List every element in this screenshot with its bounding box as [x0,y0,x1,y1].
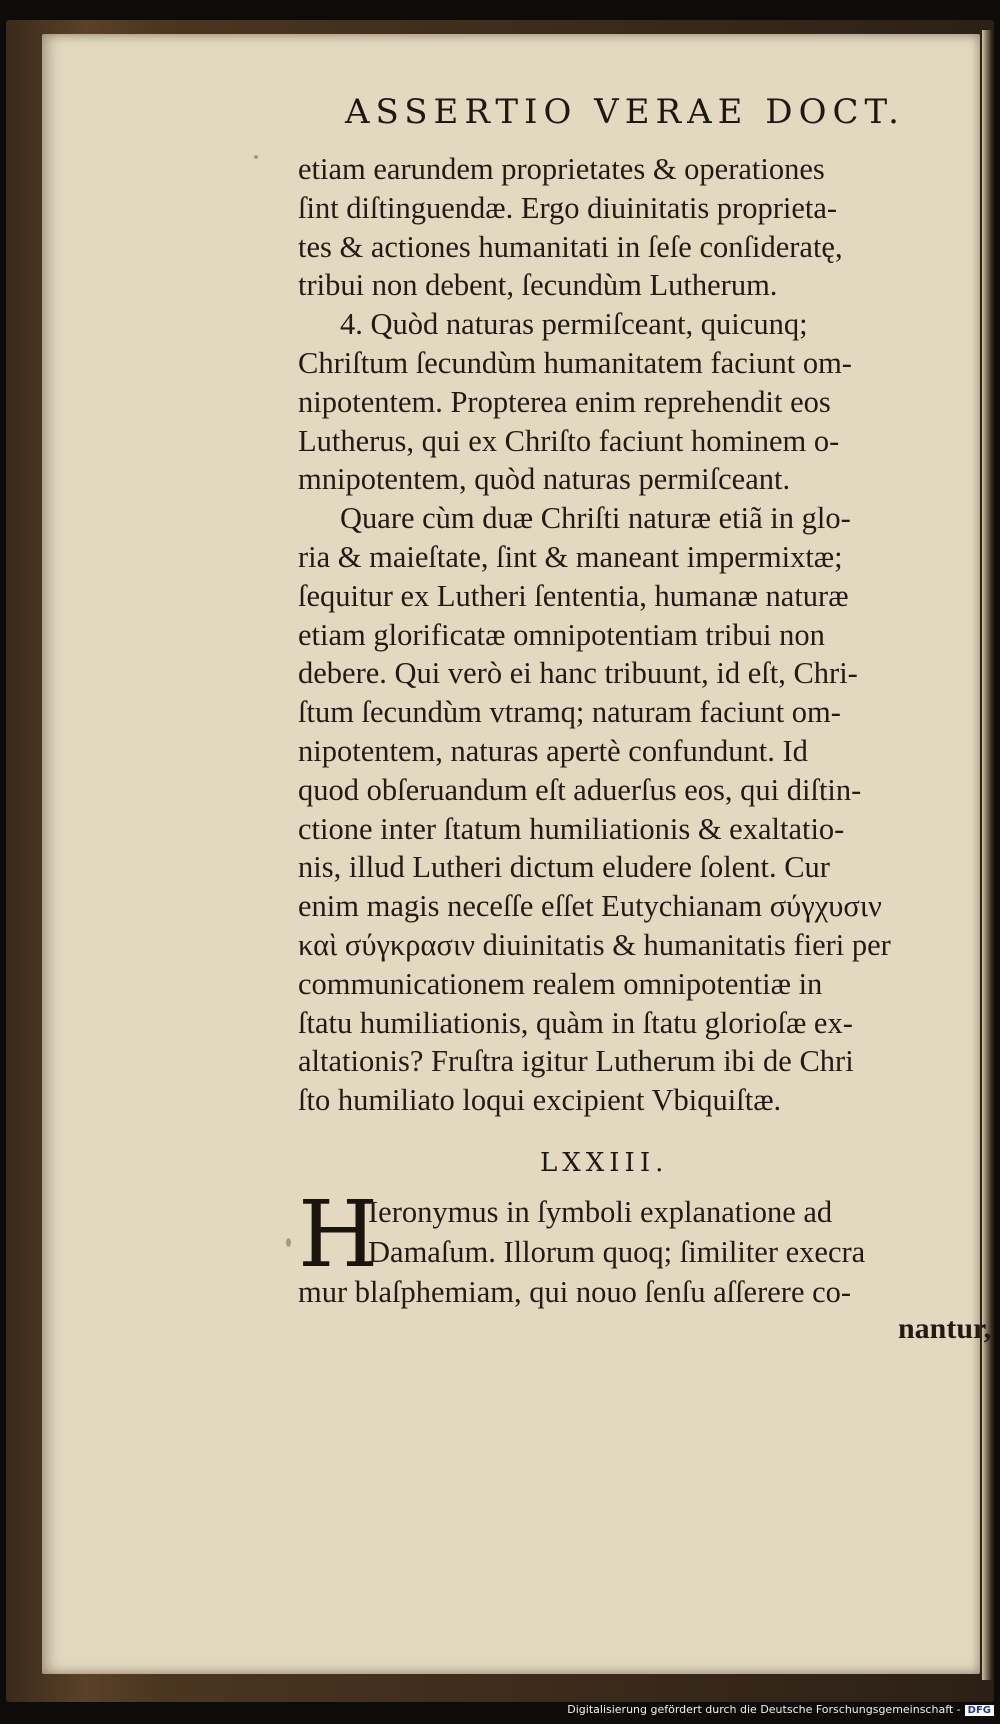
paper-speck [254,155,258,159]
text-line: Ieronymus in ſymboli explanatione ad [368,1195,833,1229]
text-line: tes & actiones humanitati in ſeſe conſideratę, [298,229,843,264]
text-line: mur blaſphemiam, qui nouo ſenſu aſſerere co- [298,1275,852,1309]
text-line: altationis? Fruſtra igitur Lutherum ibi de Chri [298,1044,854,1079]
text-line: mnipotentem, quòd naturas permiſceant. [298,462,791,497]
text-line: Damaſum. Illorum quoq; ſimiliter execra [368,1235,866,1269]
catchword: nantur, [898,1312,992,1345]
text-line: ria & maieſtate, ſint & maneant impermixtæ; [298,539,843,574]
text-line: ſtum ſecundùm vtramq; naturam faciunt om- [298,695,841,730]
text-line: καὶ σύγκρασιν diuinitatis & humanitatis fieri per [298,927,891,962]
dfg-logo: DFG [965,1705,994,1716]
drop-cap: H [298,1181,379,1288]
credit-text: Digitalisierung gefördert durch die Deutsche Forschungsgemeinschaft - [567,1703,961,1716]
text-line: communicationem realem omnipotentiæ in [298,966,823,1001]
text-line: tribui non debent, ſecundùm Lutherum. [298,268,778,303]
text-line: Quare cùm duæ Chriſti naturæ etiã in glo- [340,501,851,536]
text-line: etiam earundem proprietates & operationes [298,152,825,186]
text-line: ctione inter ſtatum humiliationis & exaltatio- [298,811,845,846]
text-line: nipotentem, naturas apertè confundunt. Id [298,733,808,768]
section-text [298,1181,980,1312]
section-number: LXXIII. [540,1148,669,1178]
text-line: Chriſtum ſecundùm humanitatem faciunt om- [298,345,852,380]
text-line: ſto humiliato loqui excipient Vbiquiſtæ. [298,1083,782,1118]
text-line: ſtatu humiliationis, quàm in ſtatu glorioſæ ex- [298,1005,853,1040]
text-line: etiam glorificatæ omnipotentiam tribui non [298,617,825,652]
text-line: Lutherus, qui ex Chriſto faciunt hominem o- [298,423,840,458]
text-line: 4. Quòd naturas permiſceant, quicunq; [340,307,808,342]
text-line: quod obſeruandum eſt aduerſus eos, qui diſtin- [298,772,862,807]
running-head: ASSERTIO VERAE DOCT. [345,92,905,132]
body-text [298,150,980,1120]
text-line: debere. Qui verò ei hanc tribuunt, id eſt, Chri- [298,656,858,691]
text-line: nipotentem. Propterea enim reprehendit eos [298,384,831,419]
text-line: enim magis neceſſe eſſet Eutychianam σύγχυσιν [298,889,882,924]
text-line: nis, illud Lutheri dictum eludere ſolent. Cur [298,850,830,885]
paper-speck [286,1238,291,1247]
page-edge [982,30,992,1680]
text-line: ſequitur ex Lutheri ſententia, humanæ naturæ [298,578,849,613]
text-line: ſint diſtinguendæ. Ergo diuinitatis proprieta- [298,190,838,225]
digitization-credit [560,1703,994,1716]
